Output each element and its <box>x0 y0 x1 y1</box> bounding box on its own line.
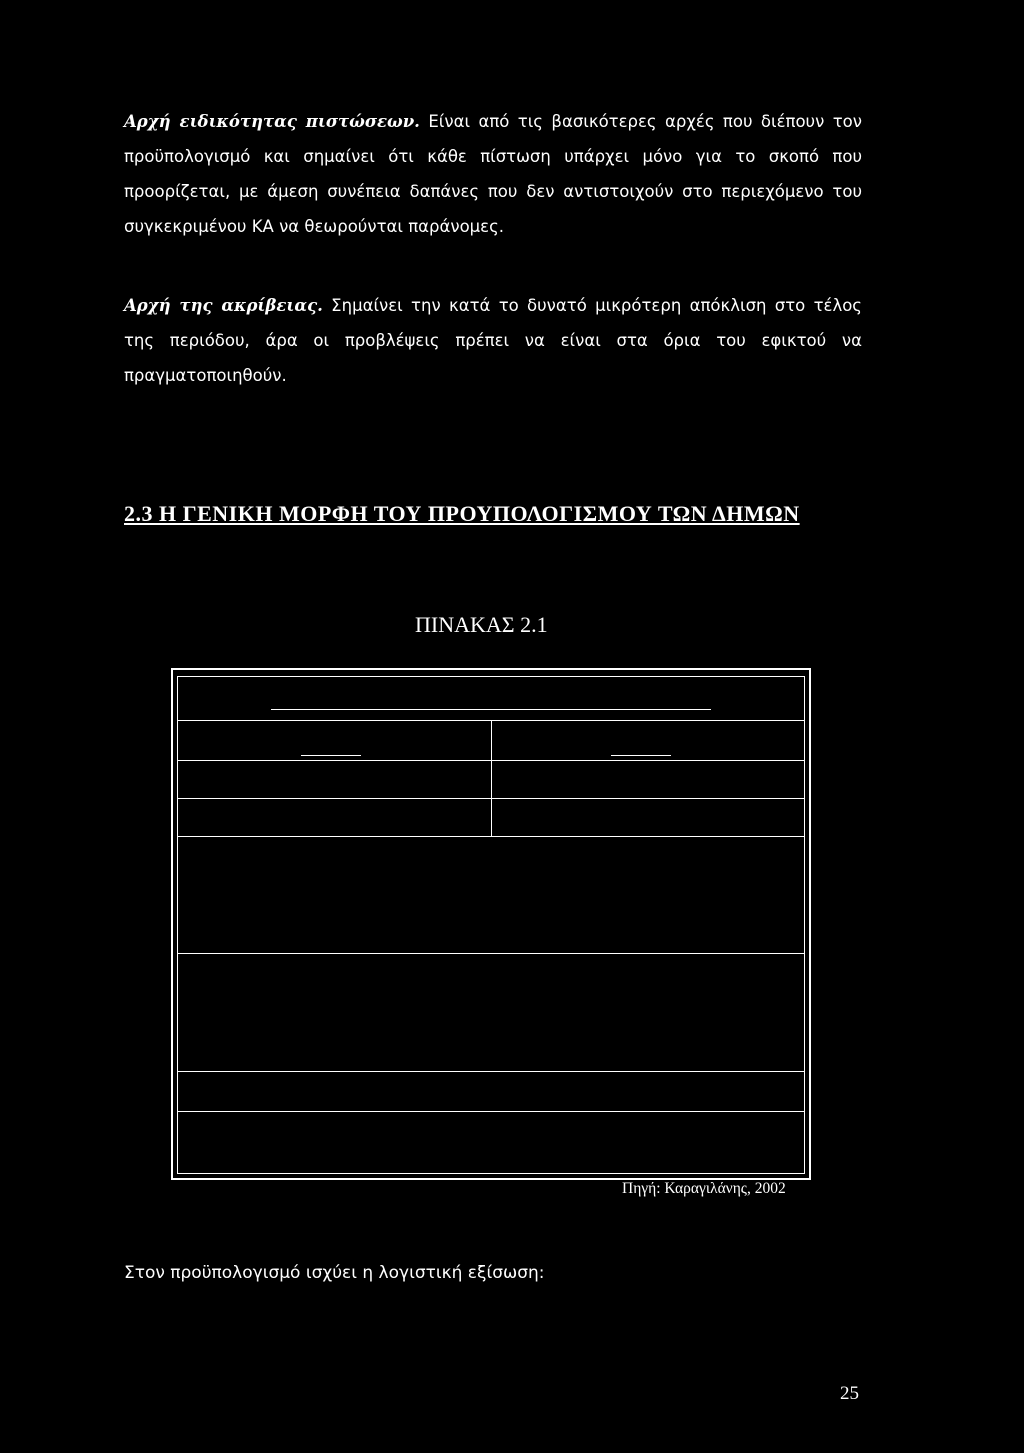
table-column-divider <box>491 720 492 836</box>
table-rule <box>611 755 671 756</box>
table-title: ΠΙΝΑΚΑΣ 2.1 <box>415 612 548 637</box>
table-rule <box>301 755 361 756</box>
table-rule <box>177 1111 805 1112</box>
table-source-note: Πηγή: Καραγιλάνης, 2002 <box>622 1180 786 1197</box>
closing-text: Στον προϋπολογισμό ισχύει η λογιστική εξίσωση: <box>124 1263 545 1283</box>
paragraph-body: Σημαίνει την κατά το δυνατό μικρότερη απόκλιση στο τέλος της περιόδου, άρα οι προβλέψεις πρέπει να είναι στα όρια του εφικτού να πραγματοποιηθούν. <box>124 296 862 385</box>
paragraph-lead: Αρχή της ακρίβειας. <box>124 296 323 315</box>
budget-table <box>171 668 811 1180</box>
paragraph-specificity-principle <box>124 104 862 244</box>
paragraph-accuracy-principle <box>124 288 862 393</box>
page-number: 25 <box>840 1383 859 1404</box>
paragraph-body: Είναι από τις βασικότερες αρχές που διέπουν τον προϋπολογισμό και σημαίνει ότι κάθε πίστωση υπάρχει μόνο για το σκοπό που προορίζεται, με άμεση συνέπεια δαπάνες που δεν αντιστοιχούν στο περιεχόμενο του συγκεκριμένου ΚΑ να θεωρούνται παράνομες. <box>124 112 862 236</box>
table-rule <box>271 709 711 710</box>
table-rule <box>177 953 805 954</box>
table-rule <box>177 836 805 837</box>
table-rule <box>177 1071 805 1072</box>
section-heading: 2.3 Η ΓΕΝΙΚΗ ΜΟΡΦΗ ΤΟΥ ΠΡΟΥΠΟΛΟΓΙΣΜΟΥ ΤΩΝ ΔΗΜΩΝ <box>124 501 800 526</box>
paragraph-lead: Αρχή ειδικότητας πιστώσεων. <box>124 112 420 131</box>
